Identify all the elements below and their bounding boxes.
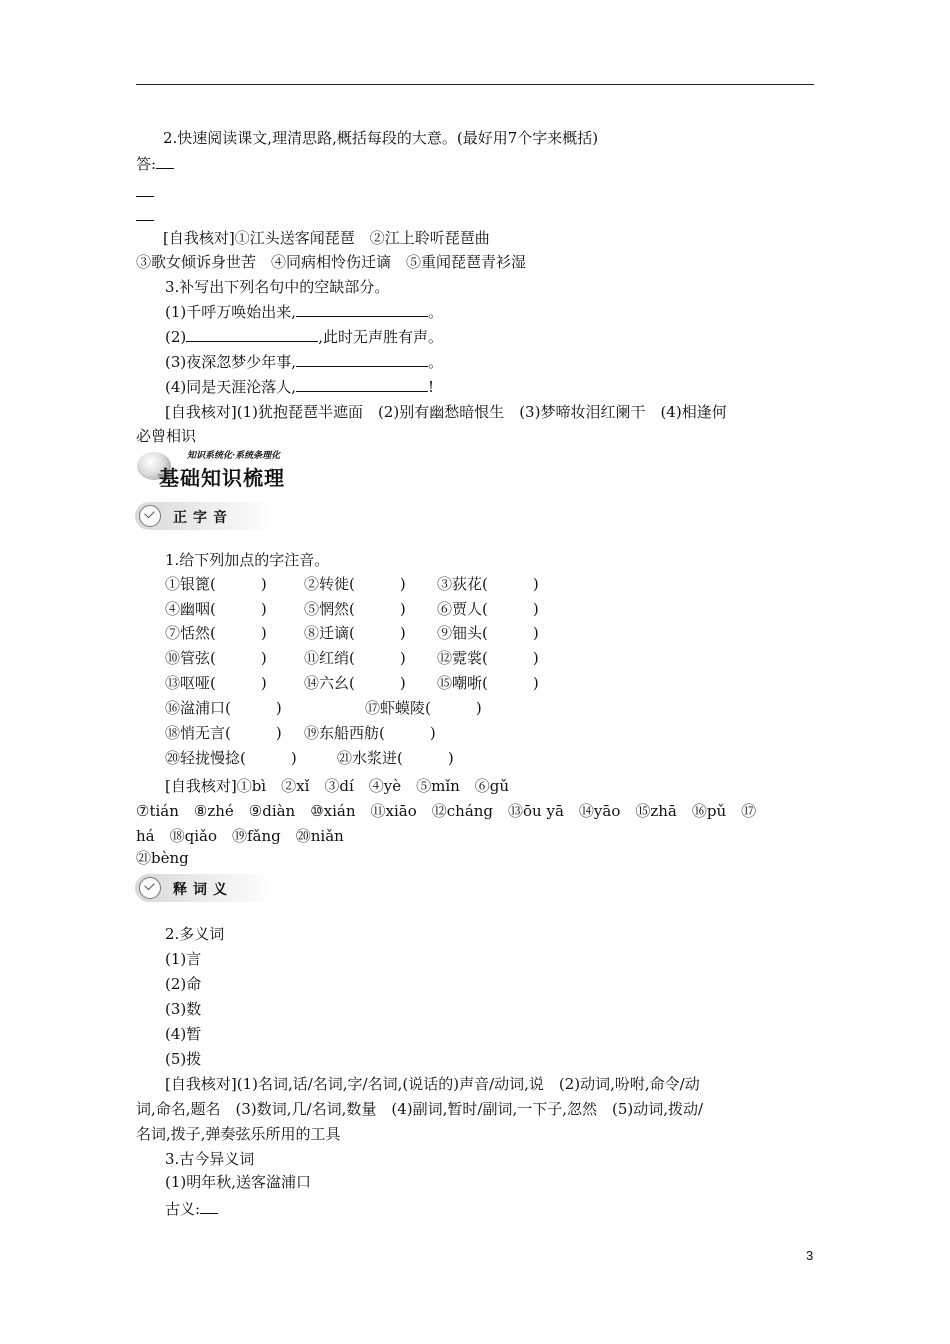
polysemy-item: (5)拨	[165, 1050, 202, 1068]
answer-blank[interactable]	[156, 154, 174, 169]
check-circle-icon	[139, 505, 161, 527]
q3-item-1: (1)千呼万唤始出来, 。	[165, 303, 444, 321]
pronounce-item: ②转徙( )	[304, 575, 406, 593]
pronounce-item: ⑭六幺( )	[304, 674, 406, 692]
pronounce-item: ⑪红绡( )	[304, 649, 406, 667]
pronounce-item: ⑳轻拢慢捻( )	[165, 749, 297, 767]
ancient-title: 3.古今异义词	[165, 1150, 255, 1168]
q2-title: 2.快速阅读课文,理清思路,概括每段的大意。(最好用7个字来概括)	[163, 129, 599, 147]
q2-check-line-1: [自我核对]①江头送客闻琵琶 ②江上聆听琵琶曲	[163, 229, 490, 247]
pronounce-item: ⑮嘲哳( )	[437, 674, 539, 692]
pronounce-item: ④幽咽( )	[165, 600, 267, 618]
pronounce-item: ①银篦( )	[165, 575, 267, 593]
page-number: 3	[806, 1248, 814, 1263]
pronounce-item: ⑯湓浦口( )	[165, 699, 282, 717]
pronounce-check-line-4: ㉑bèng	[136, 849, 189, 867]
q3-item-2: (2) ,此时无声胜有声。	[165, 328, 444, 346]
fill-blank[interactable]	[186, 327, 318, 342]
pronounce-item: ㉑水浆迸( )	[337, 749, 454, 767]
q3-title: 3.补写出下列名句中的空缺部分。	[165, 278, 390, 296]
answer-blank-line-2[interactable]	[136, 182, 154, 202]
q3-item-4: (4)同是天涯沦落人, !	[165, 378, 435, 396]
polysemy-item: (1)言	[165, 950, 202, 968]
answer-blank-line-3[interactable]	[136, 206, 154, 226]
polysemy-check-line-1: [自我核对](1)名词,话/名词,字/名词,(说话的)声音/动词,说 (2)动词,吩咐,命令/动	[165, 1075, 700, 1093]
pronounce-item: ⑫霓裳( )	[437, 649, 539, 667]
polysemy-item: (2)命	[165, 975, 202, 993]
ancient-meaning-line	[165, 1199, 218, 1219]
header-rule	[136, 84, 814, 85]
pill-header-shiciyi	[135, 874, 275, 902]
answer-blank[interactable]	[200, 1199, 218, 1214]
ancient-label: 古义:	[165, 1200, 201, 1218]
pronounce-check-line-3: há ⑱qiǎo ⑲fǎng ⑳niǎn	[136, 827, 344, 845]
polysemy-check-line-2: 词,命名,题名 (3)数词,几/名词,数量 (4)副词,暂时/副词,一下子,忽然 (5)动词,拨动/	[136, 1100, 704, 1118]
pronounce-item: ⑨钿头( )	[437, 624, 539, 642]
polysemy-title: 2.多义词	[165, 925, 225, 943]
pronounce-item: ⑧迁谪( )	[304, 624, 406, 642]
pronounce-item: ⑲东船西舫( )	[304, 724, 436, 742]
section-title: 基础知识梳理	[159, 466, 285, 490]
pronounce-check-line-2: ⑦tián ⑧zhé ⑨diàn ⑩xián ⑪xiāo ⑫cháng ⑬ōu yā ⑭yāo ⑮zhā ⑯pǔ ⑰	[136, 802, 757, 820]
check-circle-icon	[139, 877, 161, 899]
fill-blank[interactable]	[296, 302, 428, 317]
fill-blank[interactable]	[296, 377, 428, 392]
ancient-item-1: (1)明年秋,送客湓浦口	[165, 1173, 312, 1191]
pronounce-item: ⑰虾蟆陵( )	[365, 699, 482, 717]
pronounce-item: ⑤惘然( )	[304, 600, 406, 618]
q3-check-line-1: [自我核对](1)犹抱琵琶半遮面 (2)别有幽愁暗恨生 (3)梦啼妆泪红阑干 (4)相逢何	[165, 403, 727, 421]
polysemy-item: (4)暂	[165, 1025, 202, 1043]
fill-blank[interactable]	[296, 352, 428, 367]
q2-check-line-2: ③歌女倾诉身世苦 ④同病相怜伤迁谪 ⑤重闻琵琶青衫湿	[136, 253, 527, 271]
section-subtitle: 知识系统化·系统条理化	[187, 451, 281, 461]
section-header	[135, 446, 310, 490]
pill-label: 释词义	[173, 882, 233, 898]
pronounce-check-line-1: [自我核对]①bì ②xǐ ③dí ④yè ⑤mǐn ⑥gǔ	[165, 777, 510, 795]
q3-check-line-2: 必曾相识	[136, 427, 197, 445]
pronounce-item: ⑩管弦( )	[165, 649, 267, 667]
pill-header-zhengziyin	[135, 502, 275, 530]
pronounce-item: ③荻花( )	[437, 575, 539, 593]
q2-answer-line	[136, 154, 174, 174]
polysemy-item: (3)数	[165, 1000, 202, 1018]
polysemy-check-line-3: 名词,拨子,弹奏弦乐所用的工具	[136, 1125, 341, 1143]
pronounce-item: ⑬呕哑( )	[165, 674, 267, 692]
pronounce-item: ⑥贾人( )	[437, 600, 539, 618]
pronounce-item: ⑦恬然( )	[165, 624, 267, 642]
pill-label: 正字音	[173, 510, 233, 526]
q2-answer-label: 答:	[136, 155, 157, 173]
pronounce-title: 1.给下列加点的字注音。	[165, 551, 330, 569]
pronounce-item: ⑱悄无言( )	[165, 724, 282, 742]
q3-item-3: (3)夜深忽梦少年事, 。	[165, 353, 444, 371]
